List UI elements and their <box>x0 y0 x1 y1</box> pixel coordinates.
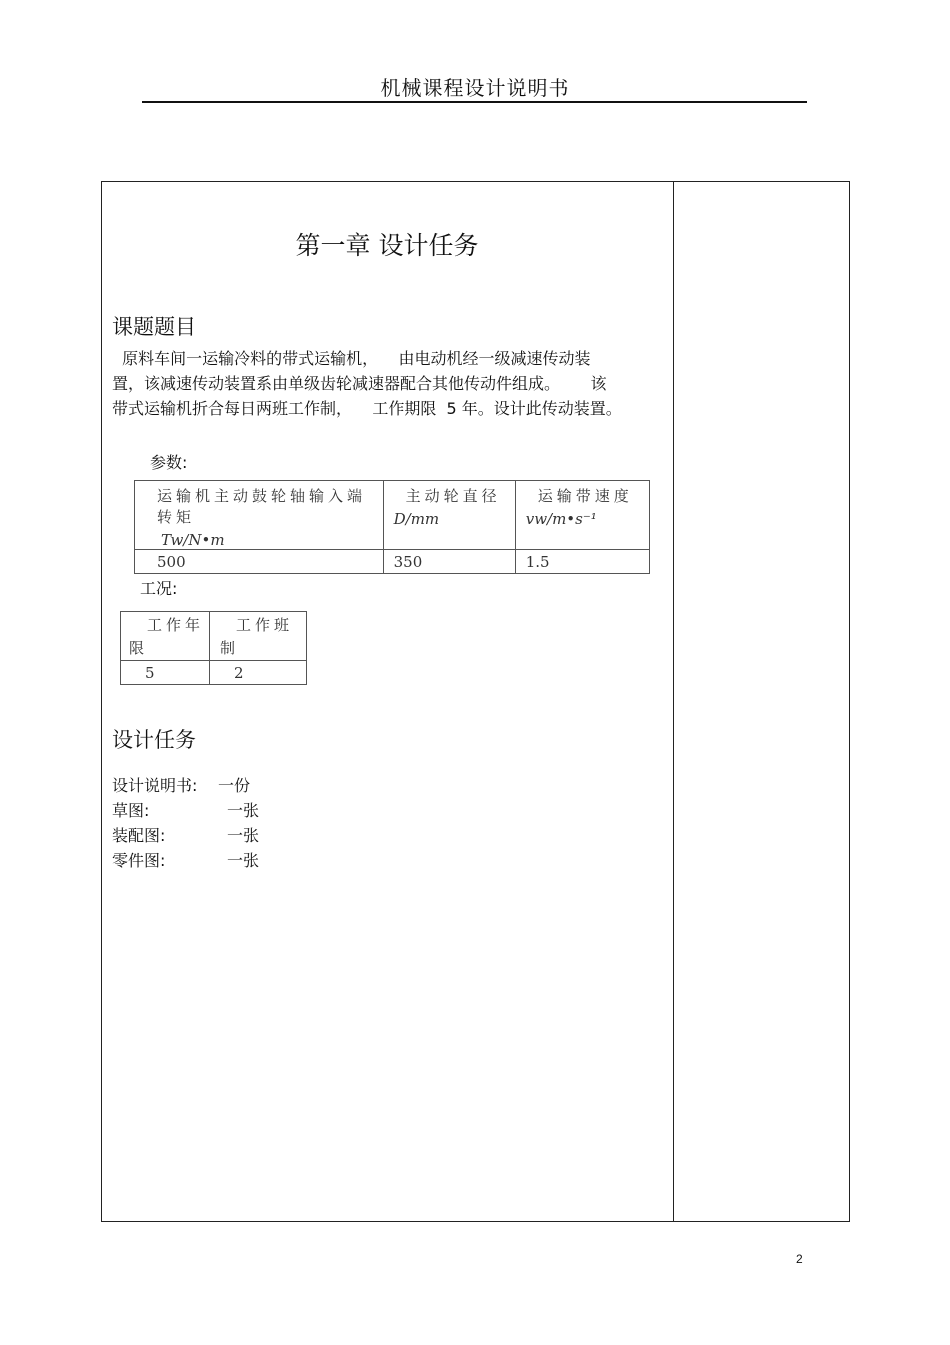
params-header-diameter-symbol: D/mm <box>393 510 440 528</box>
params-header-speed <box>515 481 649 550</box>
params-header-diameter-text: 主动轮直径 <box>405 487 501 505</box>
task-item-qty: 一张 <box>227 851 260 870</box>
params-value-speed: 1.5 <box>515 550 649 574</box>
topic-paragraph <box>112 346 664 421</box>
params-header-diameter <box>383 481 515 550</box>
conditions-header-years <box>121 612 210 661</box>
topic-line-2: 置，该减速传动装置系由单级齿轮减速器配合其他传动件组成。 该 <box>112 374 607 393</box>
conditions-value-years: 5 <box>121 661 210 685</box>
conditions-value-row <box>121 661 307 685</box>
content-frame <box>101 181 850 1222</box>
params-value-torque: 500 <box>135 550 384 574</box>
header-rule <box>142 101 807 103</box>
params-header-torque-symbol: Tw/N•m <box>161 531 225 549</box>
task-item-name: 装配图: <box>112 826 166 845</box>
topic-line-3: 带式运输机折合每日两班工作制， 工作期限 5 年。设计此传动装置。 <box>112 399 622 418</box>
conditions-header-row <box>121 612 307 661</box>
task-item-name: 设计说明书: <box>112 776 198 795</box>
header-title: 机械课程设计说明书 <box>380 76 570 100</box>
task-item-qty: 一份 <box>218 776 251 795</box>
params-header-torque-text: 运输机主动鼓轮轴输入端转矩 <box>157 487 367 526</box>
task-item-qty: 一张 <box>227 801 260 820</box>
task-item-name: 草图: <box>112 801 150 820</box>
params-header-torque <box>135 481 384 550</box>
params-header-speed-symbol: vw/m•s⁻¹ <box>525 510 597 528</box>
params-header-speed-text: 运输带速度 <box>537 487 633 505</box>
params-label: 参数: <box>150 453 188 472</box>
conditions-value-shifts: 2 <box>210 661 307 685</box>
conditions-label: 工况: <box>140 579 178 598</box>
page-number: 2 <box>796 1252 803 1266</box>
topic-line-1: 原料车间一运输冷料的带式运输机， 由电动机经一级减速传动装 <box>112 349 591 368</box>
topic-heading: 课题题目 <box>112 315 196 339</box>
params-value-row <box>135 550 650 574</box>
task-item-qty: 一张 <box>227 826 260 845</box>
params-header-row <box>135 481 650 550</box>
conditions-header-shifts-text: 工作班制 <box>220 616 294 657</box>
task-heading: 设计任务 <box>112 728 196 752</box>
margin-column-divider <box>673 181 674 1222</box>
task-item-name: 零件图: <box>112 851 166 870</box>
params-value-diameter: 350 <box>383 550 515 574</box>
chapter-title: 第一章 设计任务 <box>295 231 479 260</box>
conditions-header-years-text: 工作年限 <box>129 616 205 657</box>
conditions-header-shifts <box>210 612 307 661</box>
conditions-table <box>120 611 307 685</box>
params-table <box>134 480 650 574</box>
